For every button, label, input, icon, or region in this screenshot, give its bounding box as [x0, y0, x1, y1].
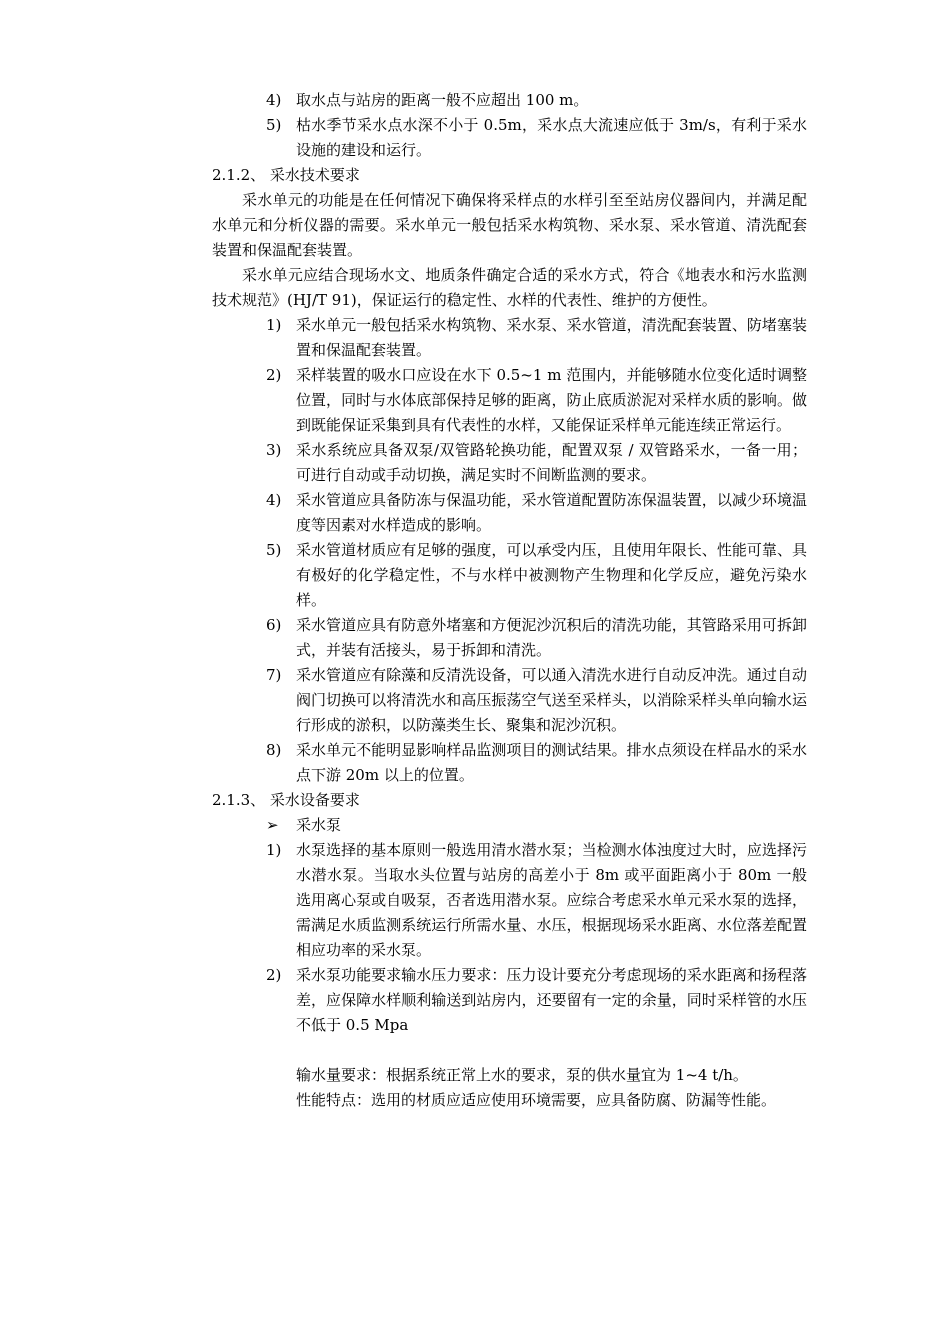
list-item: [212, 488, 807, 538]
blank-line: [212, 1038, 807, 1063]
list-item: [212, 838, 807, 963]
item-text: 采水泵功能要求输水压力要求：压力设计要充分考虑现场的采水距离和扬程落差，应保障水样顺利输送到站房内，还要留有一定的余量，同时采样管的水压不低于 0.5 Mpa: [296, 966, 807, 1034]
item-text: 采样装置的吸水口应设在水下 0.5~1 m 范围内，并能够随水位变化适时调整位置，同时与水体底部保持足够的距离，防止底质淤泥对采样水质的影响。做到既能保证采集到具有代表性的水样，又能保证采样单元能连续正常运行。: [296, 366, 807, 434]
list-item: [212, 538, 807, 613]
item-number: 4): [266, 91, 282, 109]
list-item: [212, 738, 807, 788]
list-item: [212, 613, 807, 663]
item-text: 采水单元一般包括采水构筑物、采水泵、采水管道，清洗配套装置、防堵塞装置和保温配套装置。: [296, 316, 807, 359]
list-item: [212, 313, 807, 363]
list-item: [212, 363, 807, 438]
item-number: 6): [266, 616, 282, 634]
item-text: 采水管道材质应有足够的强度，可以承受内压，且使用年限长、性能可靠、具有极好的化学稳定性，不与水样中被测物产生物理和化学反应，避免污染水样。: [296, 541, 807, 609]
item-text: 采水单元不能明显影响样品监测项目的测试结果。排水点须设在样品水的采水点下游 20m 以上的位置。: [296, 741, 807, 784]
item-number: 8): [266, 741, 282, 759]
paragraph: 采水单元应结合现场水文、地质条件确定合适的采水方式，符合《地表水和污水监测技术规范》(HJ/T 91)，保证运行的稳定性、水样的代表性、维护的方便性。: [212, 266, 807, 309]
item-text: 枯水季节采水点水深不小于 0.5m，采水点大流速应低于 3m/s，有利于采水设施的建设和运行。: [296, 116, 807, 159]
arrow-bullet-icon: ➢: [266, 816, 279, 834]
bullet-item: [212, 813, 807, 838]
item-text: 采水管道应有除藻和反清洗设备，可以通入清洗水进行自动反冲洗。通过自动阀门切换可以将清洗水和高压振荡空气送至采样头，以消除采样头单向输水运行形成的淤积，以防藻类生长、聚集和泥沙沉积。: [296, 666, 807, 734]
item-text: 采水系统应具备双泵/双管路轮换功能，配置双泵 / 双管路采水，一备一用；可进行自动或手动切换，满足实时不间断监测的要求。: [296, 441, 807, 484]
item-text: 采水管道应具有防意外堵塞和方便泥沙沉积后的清洗功能，其管路采用可拆卸式，并装有活接头，易于拆卸和清洗。: [296, 616, 807, 659]
item-number: 5): [266, 541, 282, 559]
bullet-text: 采水泵: [296, 816, 342, 834]
item-number: 4): [266, 491, 282, 509]
item-number: 3): [266, 441, 282, 459]
paragraph: 采水单元的功能是在任何情况下确保将采样点的水样引至至站房仪器间内，并满足配水单元和分析仪器的需要。采水单元一般包括采水构筑物、采水泵、采水管道、清洗配套装置和保温配套装置。: [212, 191, 807, 259]
section-heading: 2.1.2、 采水技术要求: [212, 166, 360, 184]
item-number: 1): [266, 841, 282, 859]
item-number: 2): [266, 966, 282, 984]
item-number: 1): [266, 316, 282, 334]
item-number: 2): [266, 366, 282, 384]
item-text: 采水管道应具备防冻与保温功能，采水管道配置防冻保温装置，以减少环境温度等因素对水样造成的影响。: [296, 491, 807, 534]
list-item: [212, 438, 807, 488]
detail-line: 性能特点：选用的材质应适应使用环境需要，应具备防腐、防漏等性能。: [296, 1091, 777, 1109]
list-item: [212, 88, 807, 113]
item-text: 取水点与站房的距离一般不应超出 100 m。: [296, 91, 589, 109]
document-page: [212, 88, 807, 1113]
detail-line: 输水量要求：根据系统正常上水的要求，泵的供水量宜为 1~4 t/h。: [296, 1066, 748, 1084]
item-number: 5): [266, 116, 282, 134]
list-item: [212, 113, 807, 163]
list-item: [212, 963, 807, 1038]
item-number: 7): [266, 666, 282, 684]
list-item: [212, 663, 807, 738]
section-heading: 2.1.3、 采水设备要求: [212, 791, 360, 809]
item-text: 水泵选择的基本原则一般选用清水潜水泵；当检测水体浊度过大时，应选择污水潜水泵。当取水头位置与站房的高差小于 8m 或平面距离小于 80m 一般选用离心泵或自吸泵，否者选用潜水泵。应综合考虑采水单元采水泵的选择，需满足水质监测系统运行所需水量、水压，根据现场采水距离、水位落差配置相应功率的采水泵。: [296, 841, 807, 959]
